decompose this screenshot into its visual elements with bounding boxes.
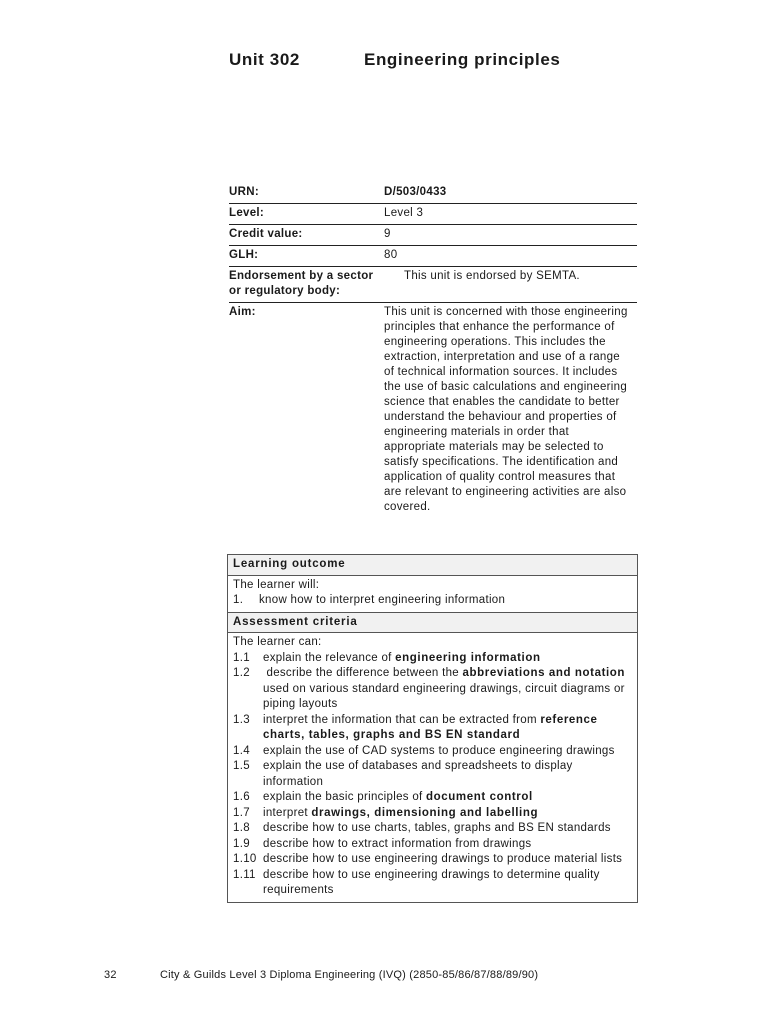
item-number: 1. <box>233 594 244 606</box>
info-value: This unit is endorsed by SEMTA. <box>404 270 580 282</box>
criterion-number: 1.1 <box>233 651 250 664</box>
info-row-endorsement <box>229 267 637 303</box>
assessment-criteria-body <box>228 633 637 902</box>
page-number: 32 <box>104 969 117 981</box>
criterion-bold: abbreviations and notation <box>462 667 626 679</box>
info-value: This unit is concerned with those engineering principles that enhance the performance of engineering operations. This includes the extraction, interpretation and use of a range of technical information sources. It includes the use of basic calculations and engineering science that enables the candidate to better understand the behaviour and properties of engineering materials in order that appropriate materials may be selected to satisfy specifications. The identification and application of quality control measures that are relevant to engineering activities are also covered. <box>384 306 628 513</box>
learning-outcome-intro: The learner will: <box>233 578 320 591</box>
criterion-number: 1.7 <box>233 806 250 819</box>
criterion-item <box>233 837 632 853</box>
unit-title: Engineering principles <box>364 50 561 69</box>
criterion-number: 1.6 <box>233 791 250 803</box>
assessment-intro: The learner can: <box>233 636 322 648</box>
criterion-item <box>233 790 632 806</box>
criterion-number: 1.11 <box>233 868 256 881</box>
info-value: 80 <box>384 249 398 261</box>
criterion-text-tail: used on various standard engineering drawings, circuit diagrams or piping layouts <box>263 682 625 710</box>
criterion-bold: document control <box>426 791 533 803</box>
criterion-text: interpret the information that can be extracted from <box>263 713 541 726</box>
criterion-bold: drawings, dimensioning and labelling <box>311 806 539 819</box>
criterion-number: 1.9 <box>233 837 250 850</box>
criterion-text: describe how to use engineering drawings to produce material lists <box>263 853 623 865</box>
info-row-level <box>229 204 637 225</box>
criterion-text: explain the relevance of <box>263 651 396 664</box>
criterion-item <box>233 852 632 868</box>
criterion-number: 1.10 <box>233 853 257 865</box>
criterion-text: describe how to extract information from drawings <box>263 837 532 850</box>
info-value: Level 3 <box>384 207 424 219</box>
info-row-urn <box>229 183 637 204</box>
learning-outcome-item <box>233 593 632 609</box>
criterion-number: 1.3 <box>233 713 250 726</box>
learning-outcome-body <box>228 576 637 613</box>
criterion-item <box>233 806 632 822</box>
info-key: Credit value: <box>229 228 303 240</box>
criterion-text: describe the difference between the <box>263 667 463 679</box>
criterion-number: 1.5 <box>233 760 250 772</box>
info-value: D/503/0433 <box>384 186 447 198</box>
info-key: GLH: <box>229 249 259 261</box>
learning-outcome-heading: Learning outcome <box>228 555 637 576</box>
criterion-number: 1.4 <box>233 744 250 757</box>
info-value: 9 <box>384 228 391 240</box>
info-key: Level: <box>229 207 265 219</box>
footer-text: City & Guilds Level 3 Diploma Engineering (IVQ) (2850-85/86/87/88/89/90) <box>160 969 539 981</box>
criterion-text: interpret <box>263 806 312 819</box>
criterion-bold: reference charts, tables, graphs and BS EN standard <box>263 713 598 741</box>
criterion-text: explain the basic principles of <box>263 791 427 803</box>
criterion-bold: engineering information <box>395 651 541 664</box>
criterion-item <box>233 759 632 790</box>
info-row-glh <box>229 246 637 267</box>
assessment-criteria-heading: Assessment criteria <box>228 613 637 634</box>
criterion-item <box>233 651 632 667</box>
info-row-aim <box>229 303 637 518</box>
criterion-text: explain the use of databases and spreadsheets to display information <box>263 760 573 788</box>
learning-outcome-box <box>227 554 638 903</box>
info-key: Aim: <box>229 306 256 318</box>
criterion-item <box>233 666 632 713</box>
criterion-text: describe how to use charts, tables, graphs and BS EN standards <box>263 822 611 834</box>
info-key: URN: <box>229 186 259 198</box>
unit-info-table <box>229 183 637 518</box>
info-row-credit <box>229 225 637 246</box>
criterion-item <box>233 821 632 837</box>
criterion-item <box>233 744 632 760</box>
criterion-item <box>233 713 632 744</box>
criterion-number: 1.2 <box>233 667 250 679</box>
criterion-item <box>233 868 632 899</box>
info-key: Endorsement by a sector or regulatory body: <box>229 270 374 297</box>
criterion-text: explain the use of CAD systems to produce engineering drawings <box>263 744 615 757</box>
criterion-number: 1.8 <box>233 822 250 834</box>
unit-number: Unit 302 <box>229 50 300 69</box>
criterion-text: describe how to use engineering drawings to determine quality requirements <box>263 868 600 896</box>
item-text: know how to interpret engineering information <box>259 594 506 606</box>
